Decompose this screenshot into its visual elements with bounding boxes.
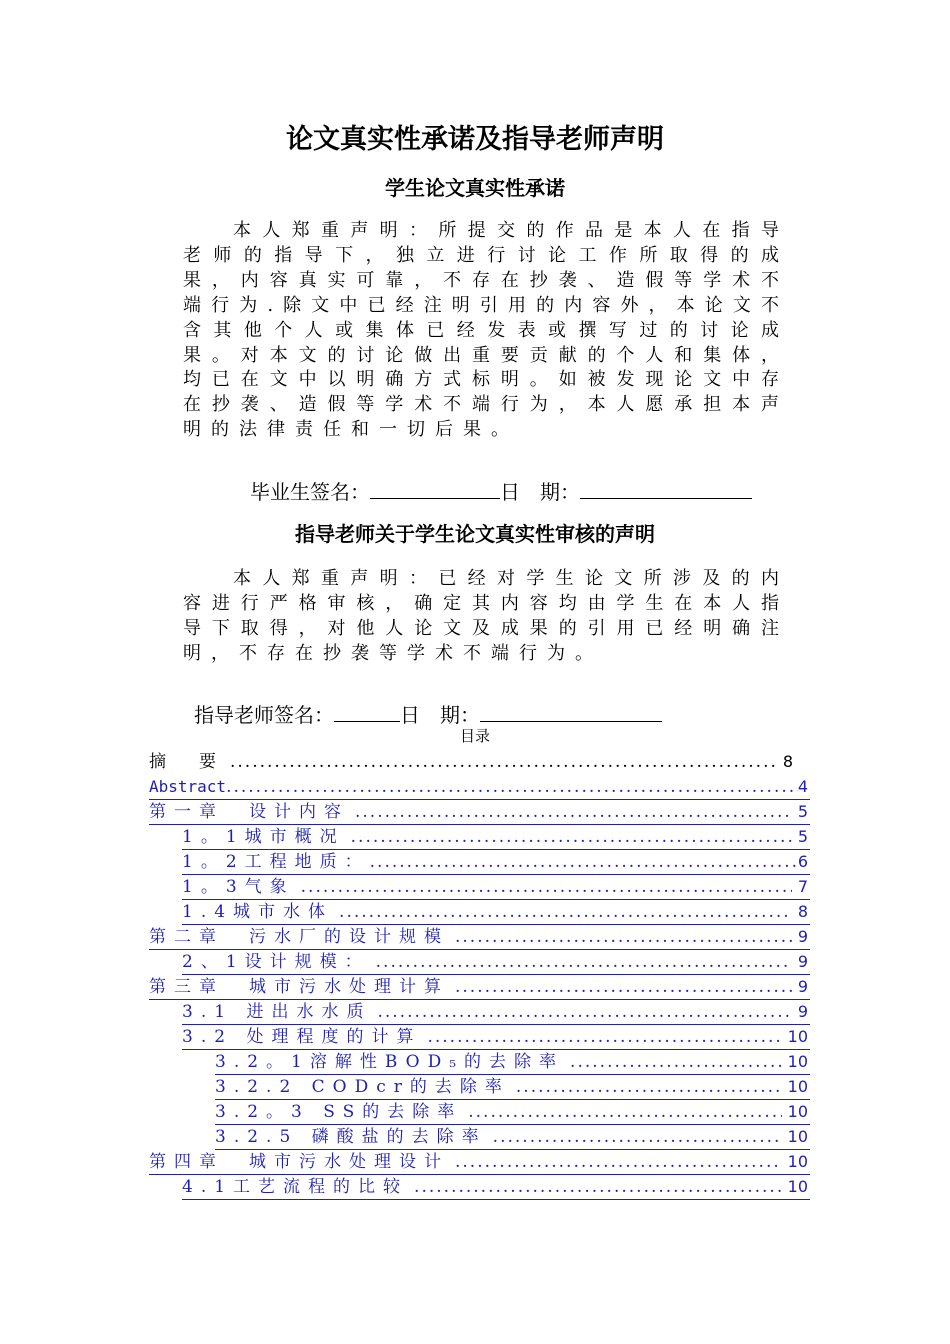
toc-entry-4-1[interactable]: 4.1工艺流程的比较 ..... 10 [182, 1174, 810, 1200]
student-declaration-text: 本人郑重声明：所提交的作品是本人在指导老师的指导下，独立进行讨论工作所取得的成果，内容真实可靠，不存在抄袭、造假等学术不端行为.除文中已经注明引用的内容外，本论文不含其他个人或集体已经发表或撰写过的讨论成果。对本文的讨论做出重要贡献的个人和集体，均已在文中以明确方式标明。如被发现论文中存在抄袭、造假等学术不端行为，本人愿承担本声明的法律责任和一切后果。 [183, 220, 789, 441]
student-signature-field[interactable] [370, 478, 500, 499]
toc-entry-chapter-3[interactable]: 第三章 城市污水处理计算 ..... 9 [149, 974, 810, 1000]
teacher-date-field[interactable] [480, 701, 662, 722]
toc-entry-3-2-1[interactable]: 3.2。1溶解性BOD₅的去除率 ..... 10 [215, 1049, 810, 1075]
teacher-signature-field[interactable] [334, 701, 400, 722]
page-title: 论文真实性承诺及指导老师声明 [286, 124, 664, 155]
toc-entry-1-2[interactable]: 1。2工程地质： ..... 6 [182, 849, 810, 875]
toc-entry-chapter-4[interactable]: 第四章 城市污水处理设计 ..... 10 [149, 1149, 810, 1175]
toc-entry-3-1[interactable]: 3.1 进出水水质 ..... 9 [182, 999, 810, 1025]
student-signature-line [250, 478, 752, 506]
student-signature-label: 毕业生签名： [250, 480, 370, 504]
toc-entry-3-2-5[interactable]: 3.2.5 磷酸盐的去除率 ..... 10 [215, 1124, 810, 1150]
student-date-label: 日 期： [500, 480, 580, 504]
student-date-field[interactable] [580, 478, 752, 499]
toc-entry-1-1[interactable]: 1。1城市概况 ..... 5 [182, 824, 810, 850]
toc-entry-abstract-cn: 摘 要 ..... 8 [149, 749, 795, 774]
toc-entry-2-1[interactable]: 2、1设计规模： ..... 9 [182, 949, 810, 975]
teacher-signature-label: 指导老师签名： [194, 703, 334, 727]
teacher-date-label: 日 期： [400, 703, 480, 727]
teacher-section-heading: 指导老师关于学生论文真实性审核的声明 [295, 522, 655, 546]
toc-entry-3-2-2[interactable]: 3.2.2 CODcr的去除率 ..... 10 [215, 1074, 810, 1100]
toc-entry-1-4[interactable]: 1.4城市水体 ..... 8 [182, 899, 810, 925]
teacher-declaration-text: 本人郑重声明：已经对学生论文所涉及的内容进行严格审核，确定其内容均由学生在本人指导下取得，对他人论文及成果的引用已经明确注明，不存在抄袭等学术不端行为。 [183, 568, 789, 664]
toc-entry-3-2[interactable]: 3.2 处理程度的计算 ..... 10 [182, 1024, 810, 1050]
toc-entry-3-2-3[interactable]: 3.2。3 SS的去除率 ..... 10 [215, 1099, 810, 1125]
toc-entry-chapter-2[interactable]: 第二章 污水厂的设计规模 ..... 9 [149, 924, 810, 950]
toc-entry-abstract-en[interactable]: Abstract ..... 4 [149, 774, 810, 800]
student-section-heading: 学生论文真实性承诺 [385, 176, 565, 200]
toc-entry-1-3[interactable]: 1。3气象 ..... 7 [182, 874, 810, 900]
teacher-signature-line [194, 701, 662, 729]
toc-title: 目录 [459, 727, 490, 745]
toc-entry-chapter-1[interactable]: 第一章 设计内容 ..... 5 [149, 799, 810, 825]
